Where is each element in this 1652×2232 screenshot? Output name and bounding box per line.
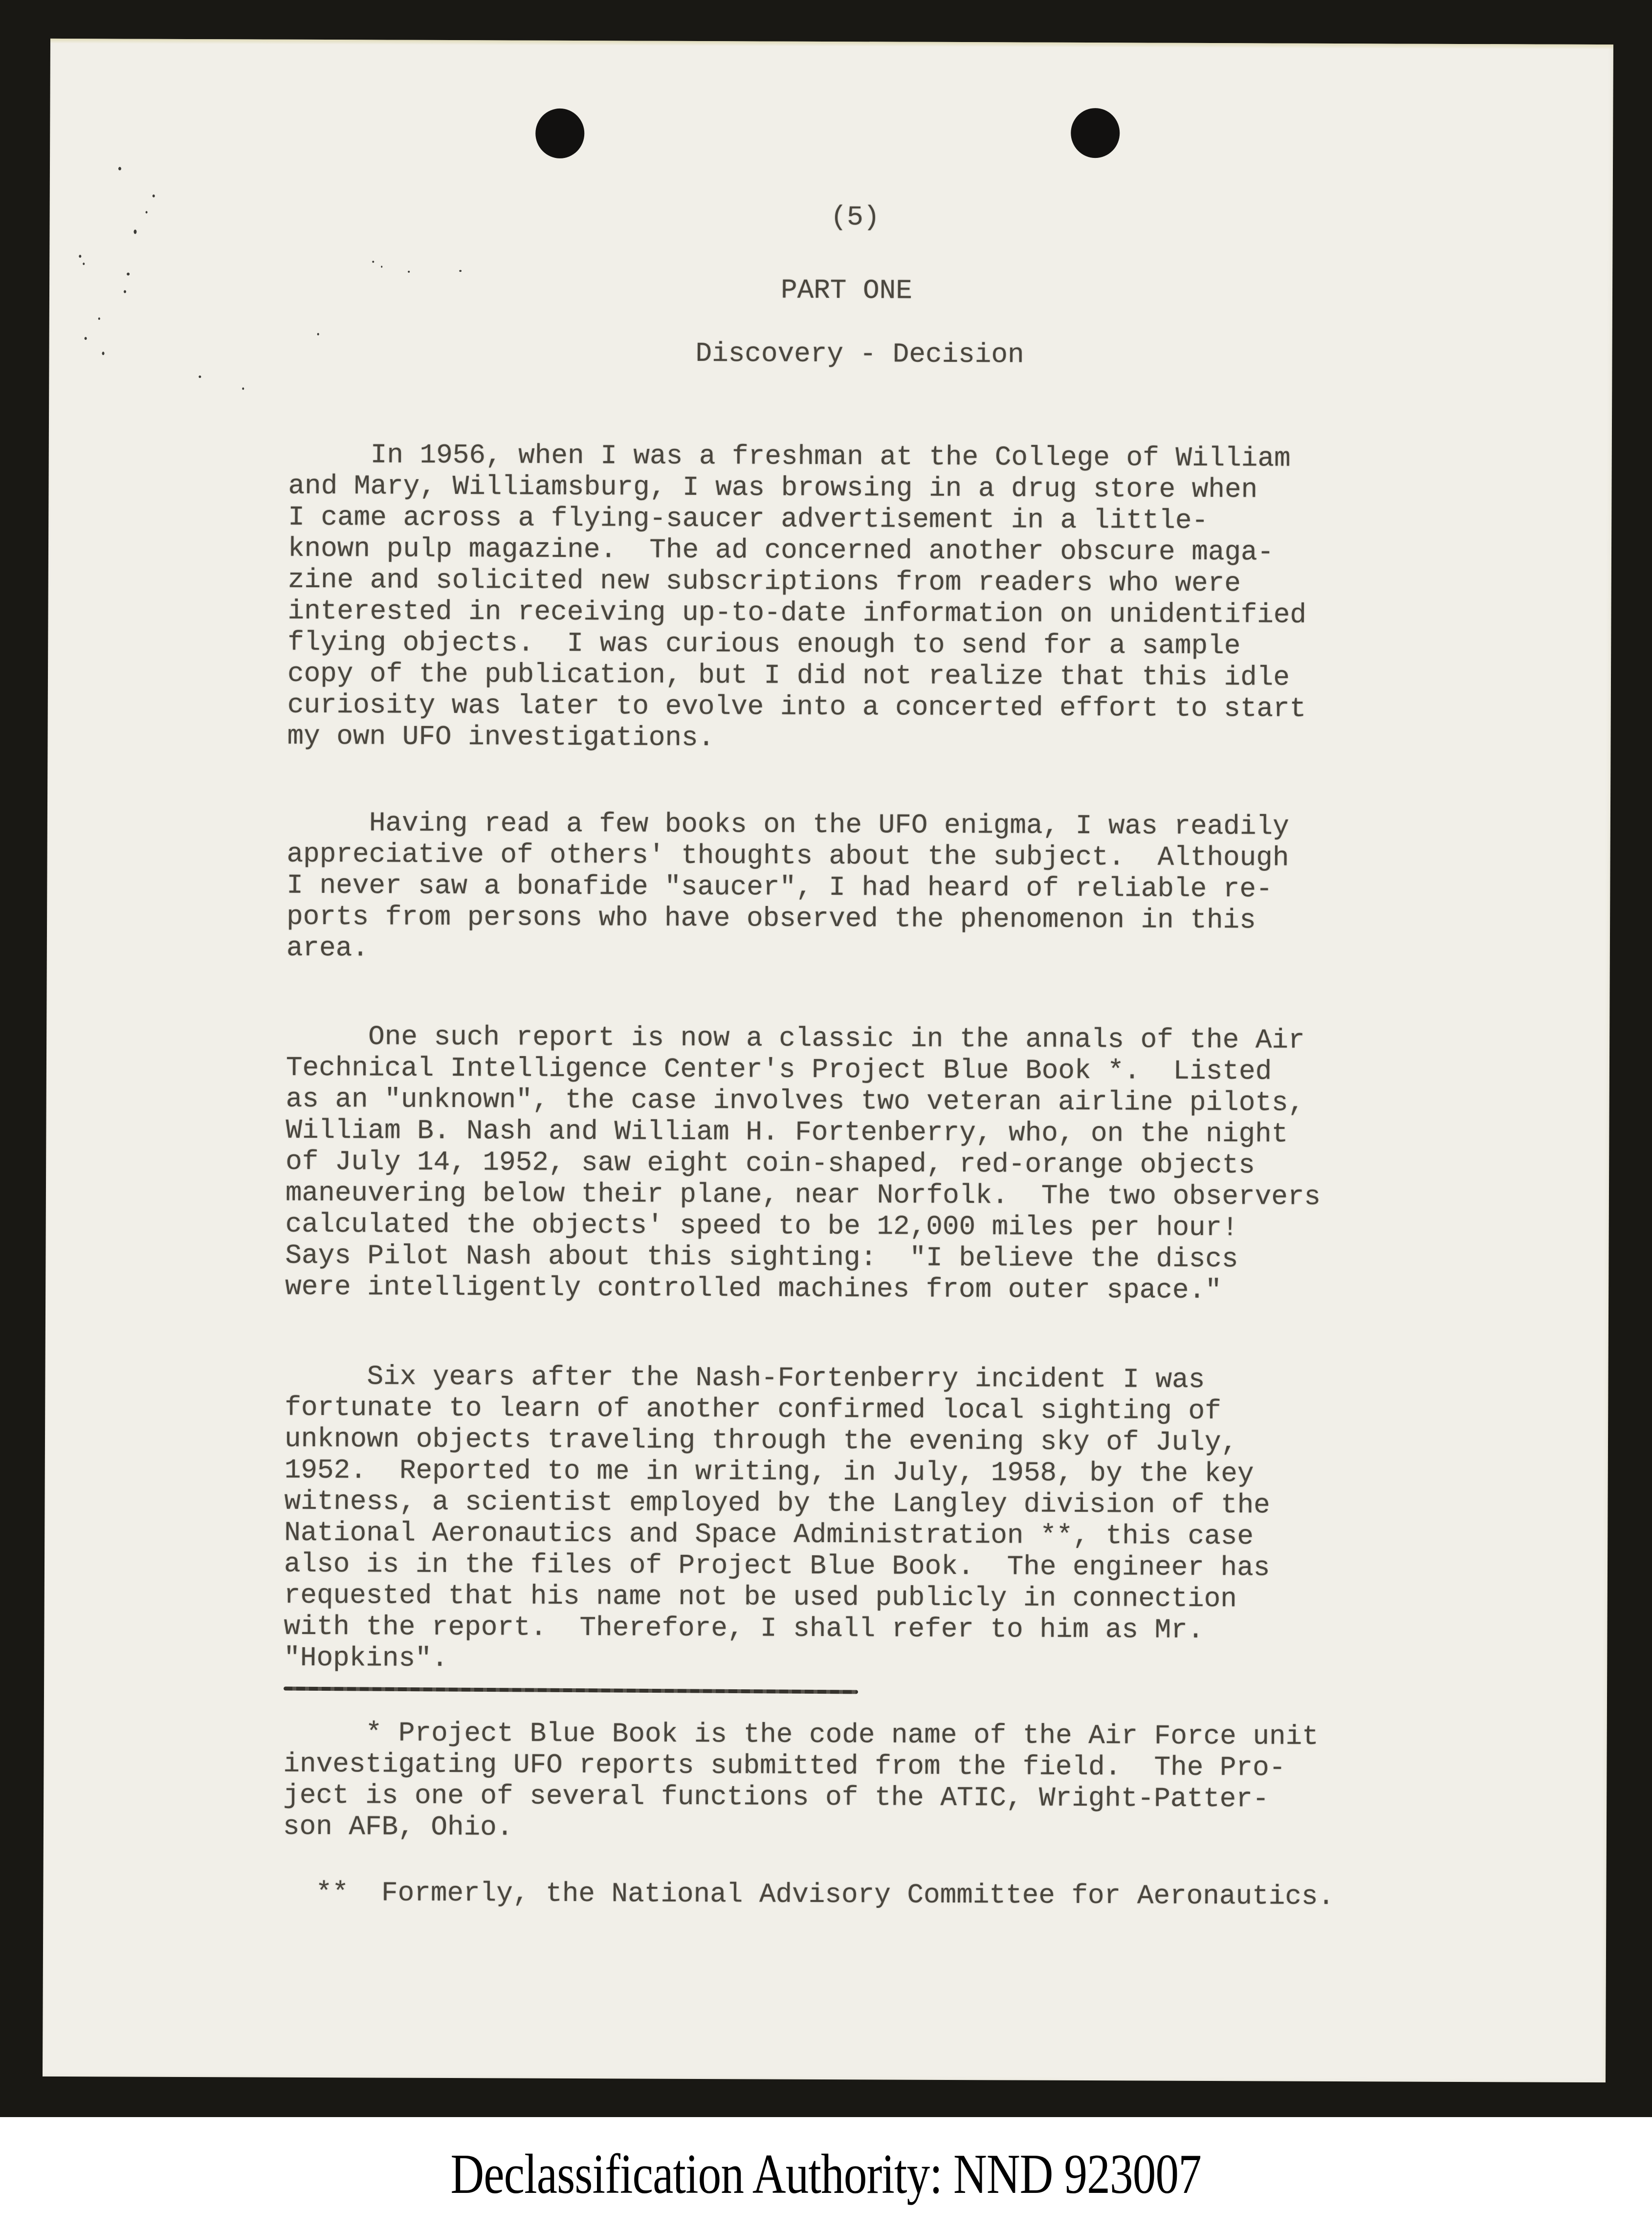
text-line: Six years after the Nash-Fortenberry incident I was [285, 1360, 1205, 1395]
footnote-1 [283, 1717, 1319, 1846]
text-line: unknown objects traveling through the evening sky of July, [284, 1423, 1238, 1459]
text-line: my own UFO investigations. [287, 720, 715, 754]
declassification-strip [0, 2117, 1652, 2232]
text-line: and Mary, Williamsburg, I was browsing in a drug store when [288, 470, 1258, 506]
paragraph-4 [284, 1361, 1271, 1678]
text-line: also is in the files of Project Blue Book. The engineer has [284, 1548, 1270, 1584]
text-line: In 1956, when I was a freshman at the College of William [288, 439, 1291, 474]
section-heading: Discovery - Decision [695, 337, 1024, 371]
text-line: * Project Blue Book is the code name of the Air Force unit [283, 1717, 1319, 1752]
text-line: curiosity was later to evolve into a concerted effort to start [287, 689, 1306, 725]
paragraph-1 [287, 439, 1307, 756]
text-line: One such report is now a classic in the annals of the Air [286, 1020, 1305, 1056]
text-line: investigating UFO reports submitted from the field. The Pro- [283, 1748, 1286, 1784]
footnote-divider [284, 1687, 858, 1694]
text-line: appreciative of others' thoughts about the subject. Although [286, 838, 1289, 874]
text-line: witness, a scientist employed by the Langley division of the [284, 1485, 1270, 1521]
text-line: as an "unknown", the case involves two veteran airline pilots, [286, 1083, 1305, 1119]
paper-page [43, 39, 1613, 2082]
page-number: (5) [830, 201, 880, 233]
text-line: I came across a flying-saucer advertisement in a little- [288, 501, 1209, 536]
text-line: I never saw a bonafide "saucer", I had heard of reliable re- [286, 869, 1273, 905]
text-line: of July 14, 1952, saw eight coin-shaped, red-orange objects [286, 1146, 1256, 1181]
text-line: "Hopkins". [284, 1642, 448, 1675]
footnote-2 [283, 1877, 1334, 1912]
text-line: Technical Intelligence Center's Project Blue Book *. Listed [286, 1052, 1272, 1087]
text-line: were intelligently controlled machines from outer space." [285, 1271, 1222, 1306]
paragraph-2 [286, 807, 1289, 968]
text-line: area. [286, 932, 369, 964]
text-line: flying objects. I was curious enough to send for a sample [287, 626, 1241, 662]
text-line: 1952. Reported to me in writing, in July, 1958, by the key [284, 1454, 1254, 1490]
typewritten-text [282, 40, 1390, 2082]
declassification-caption: Declassification Authority: NND 923007 [450, 2143, 1202, 2206]
text-line: requested that his name not be used publicly in connection [284, 1579, 1237, 1615]
text-line: ject is one of several functions of the ATIC, Wright-Patter- [283, 1779, 1269, 1815]
text-line: William B. Nash and William H. Fortenberry, who, on the night [286, 1114, 1288, 1150]
text-line: calculated the objects' speed to be 12,000 miles per hour! [285, 1208, 1238, 1244]
text-line: son AFB, Ohio. [283, 1811, 513, 1843]
text-line: zine and solicited new subscriptions from readers who were [287, 564, 1241, 599]
text-line: with the report. Therefore, I shall refer to him as Mr. [284, 1611, 1204, 1646]
text-line: ** Formerly, the National Advisory Committee for Aeronautics. [283, 1877, 1335, 1912]
text-line: National Aeronautics and Space Administration **, this case [284, 1517, 1254, 1552]
text-line: ports from persons who have observed the phenomenon in this [286, 901, 1256, 936]
text-line: interested in receiving up-to-date information on unidentified [287, 595, 1307, 631]
part-heading: PART ONE [780, 274, 913, 307]
paragraph-3 [285, 1021, 1321, 1306]
text-line: fortunate to learn of another confirmed local sighting of [285, 1392, 1221, 1427]
text-line: Says Pilot Nash about this sighting: "I believe the discs [285, 1239, 1238, 1275]
text-line: maneuvering below their plane, near Norfolk. The two observers [285, 1177, 1321, 1213]
text-line: Having read a few books on the UFO enigma, I was readily [286, 807, 1289, 842]
text-line: known pulp magazine. The ad concerned another obscure maga- [287, 532, 1274, 568]
text-line: copy of the publication, but I did not realize that this idle [287, 658, 1290, 693]
